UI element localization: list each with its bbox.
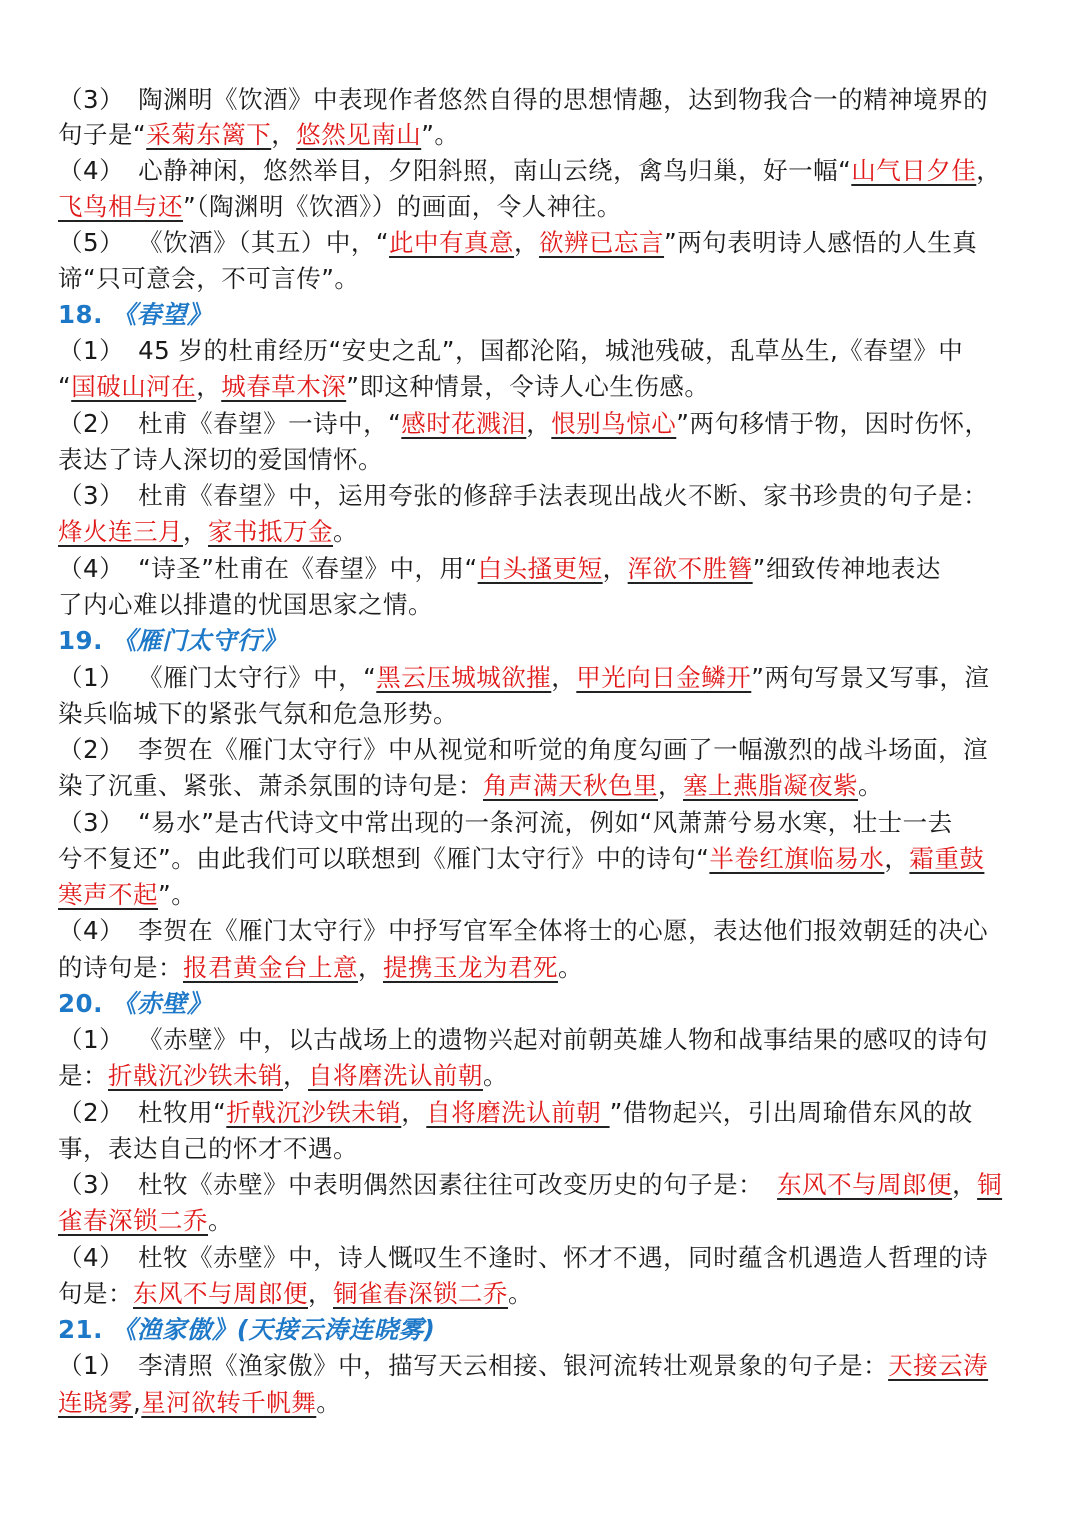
- body-text: ,: [133, 1388, 142, 1417]
- answer-text: 自将磨洗认前朝: [426, 1098, 610, 1127]
- text-line: [58, 369, 1040, 405]
- answer-text: 自将磨洗认前朝: [308, 1061, 483, 1090]
- text-line: [58, 406, 1040, 442]
- answer-text: 折戟沉沙铁未销: [108, 1061, 283, 1090]
- text-line: [58, 117, 1040, 153]
- body-text: 李贺在《雁门太守行》中从视觉和听觉的角度勾画了一幅激烈的战斗场面，渲: [138, 735, 989, 764]
- body-text: ”借物起兴，引出周瑜借东风的故: [609, 1098, 973, 1127]
- body-text: 事，表达自己的怀才不遇。: [58, 1134, 358, 1163]
- text-line: [58, 660, 1040, 696]
- body-text: （1）: [58, 1351, 125, 1380]
- answer-text: 恨别鸟惊心: [551, 409, 677, 438]
- body-text: （1）: [58, 663, 125, 692]
- body-text: ，: [358, 953, 383, 982]
- section-heading: [58, 1312, 1040, 1348]
- body-text: 是：: [58, 1061, 108, 1090]
- body-text: 杜牧用“: [138, 1098, 227, 1127]
- body-text: ，: [658, 771, 683, 800]
- answer-text: 黑云压城城欲摧: [376, 663, 552, 692]
- text-line: [58, 877, 1040, 913]
- text-line: [58, 82, 1040, 118]
- body-text: 《饮酒》（其五）中，“: [138, 228, 390, 257]
- answer-text: 欲辨已忘言: [539, 228, 665, 257]
- text-line: [58, 1203, 1040, 1239]
- body-text: （2）: [58, 1098, 125, 1127]
- body-text: ”两句移情于物，因时伤怀，: [676, 409, 990, 438]
- answer-text: 霜重鼓: [909, 844, 985, 873]
- body-text: ，: [884, 844, 910, 873]
- text-line: [58, 841, 1040, 877]
- answer-text: 悠然见南山: [296, 120, 422, 149]
- body-text: 了内心难以排遣的忧国思家之情。: [58, 590, 433, 619]
- body-text: 陶渊明《饮酒》中表现作者悠然自得的思想情趣，达到物我合一的精神境界的: [138, 85, 989, 114]
- heading-title: 《春望》: [111, 300, 212, 329]
- text-line: [58, 1058, 1040, 1094]
- body-text: 杜甫《春望》一诗中，“: [138, 409, 402, 438]
- body-text: ”。: [421, 120, 460, 149]
- body-text: ”两句表明诗人感悟的人生真: [664, 228, 978, 257]
- text-line: [58, 1276, 1040, 1312]
- body-text: 《赤壁》中，以古战场上的遗物兴起对前朝英雄人物和战事结果的感叹的诗句: [138, 1025, 989, 1054]
- answer-text: 角声满天秋色里: [483, 771, 658, 800]
- body-text: 染兵临城下的紧张气氛和危急形势。: [58, 699, 458, 728]
- heading-number: 20.: [58, 989, 112, 1018]
- text-line: [58, 1385, 1040, 1421]
- body-text: 45 岁的杜甫经历“安史之乱”，国都沦陷，城池残破，乱草丛生,《春望》中: [138, 336, 964, 365]
- body-text: （1）: [58, 1025, 125, 1054]
- body-text: （4）: [58, 1243, 125, 1272]
- body-text: （3）: [58, 481, 125, 510]
- body-text: （4）: [58, 554, 125, 583]
- body-text: 。: [316, 1388, 342, 1417]
- body-text: 的诗句是：: [58, 953, 183, 982]
- body-text: ，: [308, 1279, 333, 1308]
- body-text: “诗圣”杜甫在《春望》中，用“: [138, 554, 478, 583]
- text-line: [58, 225, 1040, 261]
- body-text: 李贺在《雁门太守行》中抒写官军全体将士的心愿，表达他们报效朝廷的决心: [138, 916, 989, 945]
- body-text: （1）: [58, 336, 125, 365]
- body-text: ，: [401, 1098, 427, 1127]
- heading-number: 21.: [58, 1315, 112, 1344]
- answer-text: 白头搔更短: [477, 554, 603, 583]
- body-text: （2）: [58, 409, 125, 438]
- body-text: （3）: [58, 1170, 125, 1199]
- answer-text: 东风不与周郎便: [133, 1279, 308, 1308]
- text-line: [58, 478, 1040, 514]
- heading-title: 《雁门太守行》: [111, 626, 287, 655]
- answer-text: 甲光向日金鳞开: [576, 663, 752, 692]
- body-text: 。: [483, 1061, 508, 1090]
- body-text: 句是：: [58, 1279, 133, 1308]
- body-text: （5）: [58, 228, 125, 257]
- text-line: [58, 153, 1040, 189]
- text-line: [58, 1167, 1040, 1203]
- body-text: ，: [196, 372, 222, 401]
- section-heading: [58, 986, 1040, 1022]
- answer-text: 浑欲不胜簪: [627, 554, 753, 583]
- body-text: ，: [976, 156, 1002, 185]
- text-line: [58, 805, 1040, 841]
- answer-text: 连晓雾: [58, 1388, 133, 1417]
- answer-text: 半卷红旗临易水: [709, 844, 885, 873]
- body-text: 李清照《渔家傲》中，描写天云相接、银河流转壮观景象的句子是：: [138, 1351, 889, 1380]
- body-text: 杜甫《春望》中，运用夸张的修辞手法表现出战火不断、家书珍贵的句子是：: [138, 481, 989, 510]
- body-text: ，: [271, 120, 297, 149]
- body-text: ”即这种情景，令诗人心生伤感。: [346, 372, 710, 401]
- body-text: ，: [602, 554, 628, 583]
- text-line: [58, 768, 1040, 804]
- answer-text: 东风不与周郎便: [777, 1170, 953, 1199]
- text-line: [58, 551, 1040, 587]
- answer-text: 采菊东篱下: [146, 120, 272, 149]
- text-line: [58, 696, 1040, 732]
- body-text: 染了沉重、紧张、萧杀氛围的诗句是：: [58, 771, 483, 800]
- heading-number: 19.: [58, 626, 112, 655]
- answer-text: 山气日夕佳: [851, 156, 977, 185]
- answer-text: 塞上燕脂凝夜紫: [683, 771, 858, 800]
- answer-text: 折戟沉沙铁未销: [226, 1098, 402, 1127]
- body-text: 兮不复还”。由此我们可以联想到《雁门太守行》中的诗句“: [58, 844, 710, 873]
- answer-text: 寒声不起: [58, 880, 158, 909]
- body-text: ，: [551, 663, 577, 692]
- text-line: [58, 1348, 1040, 1384]
- text-line: [58, 1240, 1040, 1276]
- heading-title: 《赤壁》: [111, 989, 212, 1018]
- body-text: ，: [514, 228, 540, 257]
- answer-text: 提携玉龙为君死: [383, 953, 558, 982]
- body-text: 。: [208, 1206, 233, 1235]
- text-line: [58, 442, 1040, 478]
- text-line: [58, 189, 1040, 225]
- text-line: [58, 261, 1040, 297]
- body-text: ”两句写景又写事，渲: [751, 663, 990, 692]
- text-line: [58, 333, 1040, 369]
- answer-text: 此中有真意: [389, 228, 515, 257]
- answer-text: 飞鸟相与还: [58, 192, 183, 221]
- body-text: ”（陶渊明《饮酒》）的画面，令人神往。: [183, 192, 622, 221]
- body-text: ，: [952, 1170, 978, 1199]
- body-text: 心静神闲，悠然举目，夕阳斜照，南山云绕，禽鸟归巢，好一幅“: [138, 156, 852, 185]
- body-text: “易水”是古代诗文中常出现的一条河流，例如“风萧萧兮易水寒，壮士一去: [138, 808, 953, 837]
- answer-text: 雀春深锁二乔: [58, 1206, 208, 1235]
- body-text: 杜牧《赤壁》中，诗人慨叹生不逢时、怀才不遇，同时蕴含机遇造人哲理的诗: [138, 1243, 989, 1272]
- text-line: [58, 950, 1040, 986]
- body-text: 《雁门太守行》中，“: [138, 663, 377, 692]
- body-text: （4）: [58, 156, 125, 185]
- text-line: [58, 1131, 1040, 1167]
- body-text: ，: [183, 517, 208, 546]
- body-text: ”细致传神地表达: [752, 554, 941, 583]
- body-text: 谛“只可意会，不可言传”。: [58, 264, 360, 293]
- body-text: 。: [333, 517, 358, 546]
- body-text: 。: [508, 1279, 533, 1308]
- body-text: ，: [526, 409, 552, 438]
- body-text: 表达了诗人深切的爱国情怀。: [58, 445, 383, 474]
- text-line: [58, 514, 1040, 550]
- text-line: [58, 587, 1040, 623]
- heading-title: 《渔家傲》(天接云涛连晓雾): [111, 1315, 436, 1344]
- answer-text: 烽火连三月: [58, 517, 183, 546]
- answer-text: 铜: [977, 1170, 1003, 1199]
- answer-text: 天接云涛: [888, 1351, 989, 1380]
- answer-text: 星河欲转千帆舞: [141, 1388, 317, 1417]
- body-text: 。: [858, 771, 883, 800]
- body-text: 。: [558, 953, 583, 982]
- answer-text: 家书抵万金: [208, 517, 333, 546]
- body-text: ”。: [158, 880, 197, 909]
- text-line: [58, 732, 1040, 768]
- body-text: “: [58, 372, 72, 401]
- body-text: 杜牧《赤壁》中表明偶然因素往往可改变历史的句子是：: [138, 1170, 764, 1199]
- body-text: （3）: [58, 808, 125, 837]
- text-line: [58, 1022, 1040, 1058]
- body-text: 句子是“: [58, 120, 147, 149]
- answer-text: 报君黄金台上意: [183, 953, 358, 982]
- section-heading: [58, 297, 1040, 333]
- answer-text: 感时花溅泪: [401, 409, 527, 438]
- answer-text: 国破山河在: [71, 372, 197, 401]
- section-heading: [58, 623, 1040, 659]
- body-text: （3）: [58, 85, 125, 114]
- text-line: [58, 913, 1040, 949]
- body-text: ，: [283, 1061, 308, 1090]
- answer-text: 城春草木深: [221, 372, 347, 401]
- answer-text: 铜雀春深锁二乔: [333, 1279, 508, 1308]
- body-text: （4）: [58, 916, 125, 945]
- heading-number: 18.: [58, 300, 112, 329]
- body-text: （2）: [58, 735, 125, 764]
- text-line: [58, 1095, 1040, 1131]
